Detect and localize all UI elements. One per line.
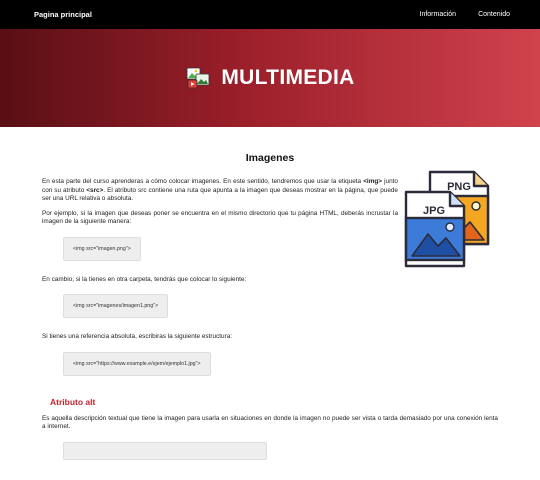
img-tag-text: <img> <box>363 178 383 185</box>
png-jpg-files-icon <box>400 170 492 270</box>
alt-description: Es aquella descripción textual que tiene la imagen para usarla en situaciones en donde la imagen no puede ser vista o tarda demasiado por una conexión lenta a internet. <box>42 414 498 431</box>
image-gallery-icon <box>185 65 211 91</box>
code-example-3: <img src="https://www.example.e/ejem/ejemplo1.jpg"> <box>63 352 211 376</box>
section-title: Imagenes <box>245 152 295 164</box>
nav-link-informacion[interactable]: Información <box>419 11 457 18</box>
nav-links <box>420 11 511 18</box>
nav-link-contenido[interactable]: Contenido <box>478 11 510 18</box>
intro-text-1: En esta parte del curso aprenderas a cómo colocar imagenes. En este sentido, tendremos que usar la etiqueta <box>42 178 364 185</box>
intro-paragraph <box>42 178 398 204</box>
alt-attribute-title: Atributo alt <box>50 396 96 407</box>
top-navbar <box>0 0 540 29</box>
other-dir-paragraph: En cambio, si la tienes en otra carpeta, tendrás que colocar lo siguiente: <box>42 275 247 283</box>
intro-block <box>42 178 398 227</box>
jpg-label: JPG <box>422 205 446 217</box>
intro-text-3: . El atributo src contiene una ruta que apunta a la imagen que deseas mostrar en la página, que puede ser una URL relativa o absoluta. <box>42 186 398 203</box>
png-label: PNG <box>447 181 471 193</box>
hero-banner <box>0 29 540 127</box>
brand-link[interactable]: Pagina principal <box>34 10 92 19</box>
intro-text-2: junto con su atributo <box>42 178 398 194</box>
code-example-2: <img src="imagenes/imagen1.png"> <box>63 294 168 318</box>
hero-title: MULTIMEDIA <box>221 66 355 89</box>
code-example-1: <img src="imagen.png"> <box>63 237 141 261</box>
code-example-4 <box>63 442 267 460</box>
same-dir-paragraph: Por ejemplo, si la imagen que deseas poner se encuentra en el mismo directorio que tu página HTML, deberás incrustar la imagen de la siguiente manera: <box>42 209 398 226</box>
absolute-paragraph: Si tienes una referencia absoluta, escribiras la siguiente estructura: <box>42 333 233 341</box>
src-attr-text: <src> <box>86 186 104 194</box>
